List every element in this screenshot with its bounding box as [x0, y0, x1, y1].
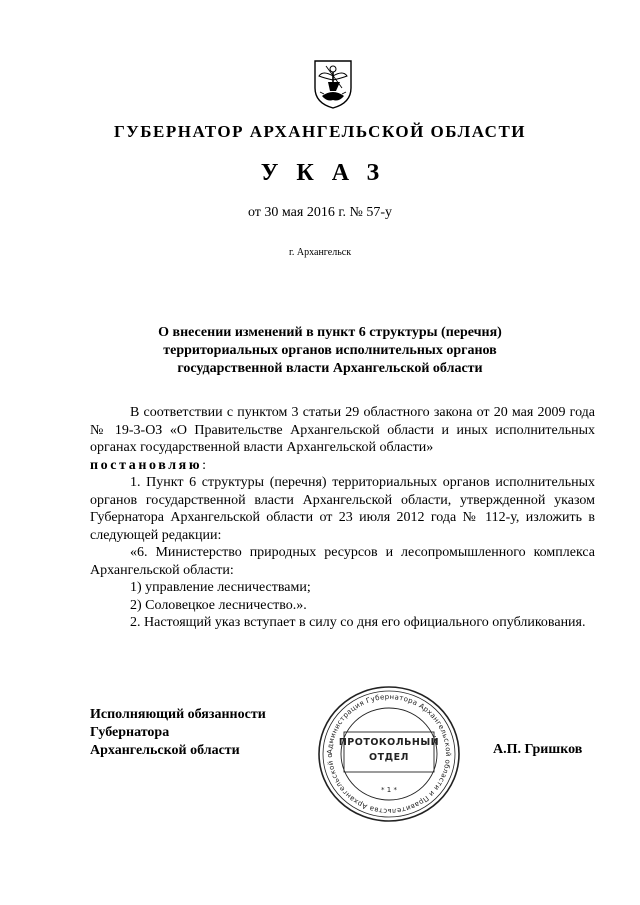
signer-title-line: Исполняющий обязанности — [90, 707, 266, 722]
document-type: УКАЗ — [260, 160, 398, 186]
seal-number: * 1 * — [381, 786, 397, 794]
subject-line: О внесении изменений в пункт 6 структуры (перечня) — [158, 325, 502, 340]
seal-label-line: ОТДЕЛ — [369, 752, 409, 763]
seal-ring-text — [316, 684, 452, 815]
signer-title — [90, 706, 320, 760]
item-1-paragraph: 1. Пункт 6 структуры (перечня) территориальных органов исполнительных органов государственной власти Архангельской области, утвержденной указом Губернатора Архангельской области от 23 июля 2012 года № 112-у, изложить в следующей редакции: — [90, 475, 595, 543]
signer-name: А.П. Гришков — [493, 742, 583, 757]
preamble-paragraph — [90, 404, 595, 474]
sub-item-1: 1) управление лесничествами; — [130, 580, 311, 595]
decree-colon: : — [202, 457, 207, 473]
sub-item-2: 2) Соловецкое лесничество.». — [130, 597, 307, 613]
document-city: г. Архангельск — [288, 247, 352, 258]
seal-ring-textpath: Администрация Губернатора Архангельской области и Правительства Архангельской о — [325, 692, 453, 816]
signer-title-line: Губернатора — [90, 725, 170, 740]
item-2-paragraph: 2. Настоящий указ вступает в силу со дня его официального опубликования. — [130, 615, 586, 630]
subject-line: территориальных органов исполнительных органов — [163, 343, 497, 358]
decree-word: постановляю — [90, 457, 203, 473]
document-subject — [90, 324, 570, 378]
official-seal-icon — [316, 684, 462, 824]
signer-title-line: Архангельской области — [90, 743, 240, 758]
document-date: от 30 мая 2016 г. № 57-у — [247, 205, 393, 220]
document-body — [90, 404, 595, 632]
preamble-text: В соответствии с пунктом 3 статьи 29 областного закона от 20 мая 2009 года № 19-3-ОЗ «О Правительстве Архангельской области и иных исполнительных органах государственной власти Архангельской области» — [90, 405, 595, 455]
quote-paragraph: «6. Министерство природных ресурсов и лесопромышленного комплекса Архангельской области: — [90, 545, 595, 578]
coat-of-arms-icon — [312, 58, 354, 110]
organization-title: ГУБЕРНАТОР АРХАНГЕЛЬСКОЙ ОБЛАСТИ — [113, 122, 527, 141]
subject-line: государственной власти Архангельской области — [177, 361, 483, 376]
seal-label-line: ПРОТОКОЛЬНЫЙ — [338, 737, 440, 748]
